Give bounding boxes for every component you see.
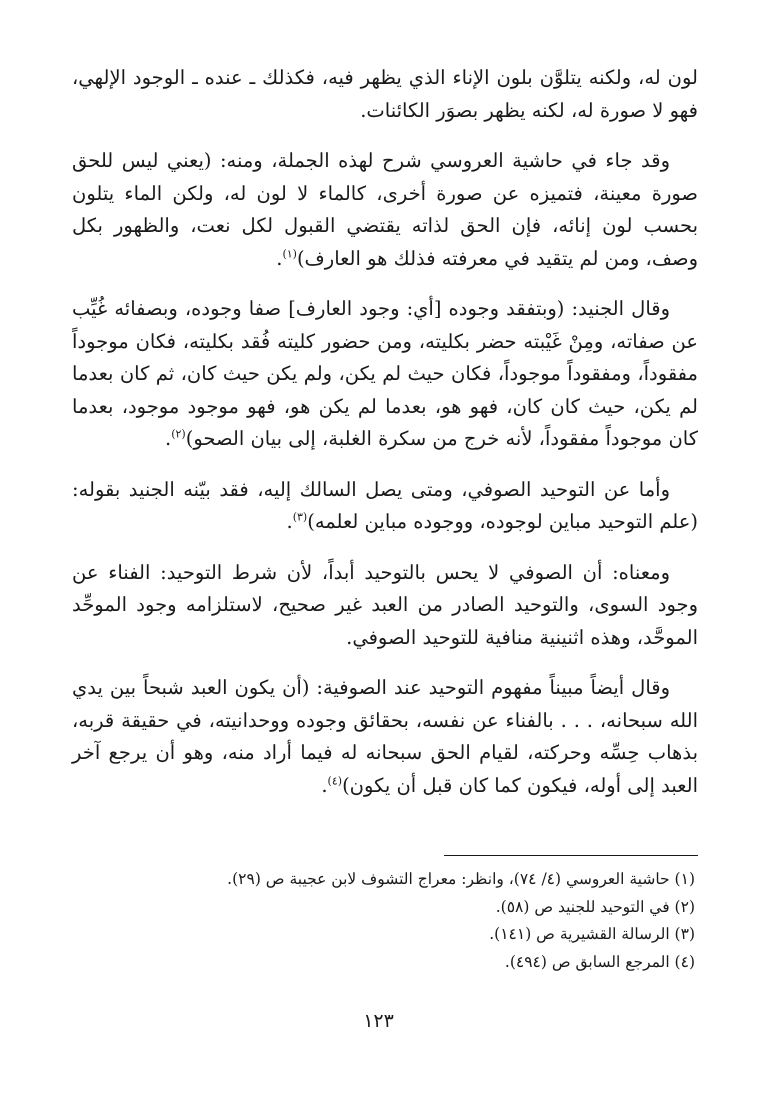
footnote-marker[interactable]: (٣) (292, 510, 308, 524)
footnotes (135, 866, 695, 976)
paragraph-meaning (72, 557, 698, 655)
footnote-marker[interactable]: (١) (282, 247, 297, 260)
footnote-divider (444, 855, 698, 856)
sentence-end: . (276, 246, 283, 270)
footnote-marker[interactable]: (٤) (327, 774, 343, 787)
footnote-item: (٤) المرجع السابق ص (٤٩٤). (504, 952, 695, 971)
page-number: ١٢٣ (363, 1010, 394, 1032)
sentence-end: . (321, 773, 328, 797)
footnote-item: (٣) الرسالة القشيرية ص (١٤١). (489, 925, 695, 943)
paragraph-text: وقال الجنيد: (وبتفقد وجوده [أي: وجود العارف] صفا وجوده، وبصفائه غُيِّب عن صفاته، ومِنْ غَيْبته حضر بكليته، ومن حضور كليته فُقد بكليته، فكان موجوداً مفقوداً، ومفقوداً موجوداً، فكان حيث لم يكن، ولم يكن حيث كان، ثم كان بعدما لم يكن، حيث كان كان، فهو هو، بعدما لم يكن هو، فهو موجود موجود، بعدما كان موجوداً مفقوداً، لأنه خرج من سكرة الغلبة، إلى بيان الصحو) (72, 297, 698, 450)
paragraph-text: وقد جاء في حاشية العروسي شرح لهذه الجملة، ومنه: (يعني ليس للحق صورة معينة، فتميزه عن صورة أخرى، كالماء لا لون له، ولكن الماء يتلون بحسب لون إنائه، فإن الحق لذاته يقتضي القبول لكل نعت، والظهور بكل وصف، ومن لم يتقيد في معرفته فذلك هو العارف) (72, 149, 698, 270)
footnote-item: (١) حاشية العروسي (٤/ ٧٤)، وانظر: معراج التشوف لابن عجيبة ص (٢٩). (227, 870, 695, 888)
paragraph-junaid-quote (72, 293, 698, 456)
sentence-end: . (165, 427, 172, 450)
paragraph-sufi-tawhid (72, 474, 698, 539)
main-text (72, 62, 698, 820)
paragraph-text: وقال أيضاً مبيناً مفهوم التوحيد عند الصوفية: (أن يكون العبد شبحاً بين يدي الله سبحانه، . . . بالفناء عن نفسه، بحقائق وجوده ووحدانيته، في حقيقة قربه، بذهاب حِسِّه وحركته، لقيام الحق سبحانه له فيما أراد منه، وهو أن يرجع آخر العبد إلى أوله، فيكون كما كان قبل أن يكون) (72, 676, 698, 797)
paragraph-text: وأما عن التوحيد الصوفي، ومتى يصل السالك إليه، فقد بيّنه الجنيد بقوله: (علم التوحيد مباين لوجوده، ووجوده مباين لعلمه) (72, 477, 698, 533)
paragraph-arousi-commentary (72, 145, 698, 275)
footnote-item: (٢) في التوحيد للجنيد ص (٥٨). (495, 897, 695, 916)
paragraph-continuation (72, 62, 698, 127)
sentence-end: . (286, 510, 293, 533)
footnote-marker[interactable]: (٢) (171, 427, 186, 441)
paragraph-tawhid-definition (72, 672, 698, 802)
paragraph-text: ومعناه: أن الصوفي لا يحس بالتوحيد أبداً، لأن شرط التوحيد: الفناء عن وجود السوى، والتوحيد الصادر من العبد غير صحيح، لاستلزامه وجود الموحِّد الموحَّد، وهذه اثنينية منافية للتوحيد الصوفي. (72, 560, 698, 649)
paragraph-text: لون له، ولكنه يتلوَّن بلون الإناء الذي يظهر فيه، فكذلك ـ عنده ـ الوجود الإلهي، فهو لا صورة له، لكنه يظهر بصوَر الكائنات. (72, 66, 698, 122)
